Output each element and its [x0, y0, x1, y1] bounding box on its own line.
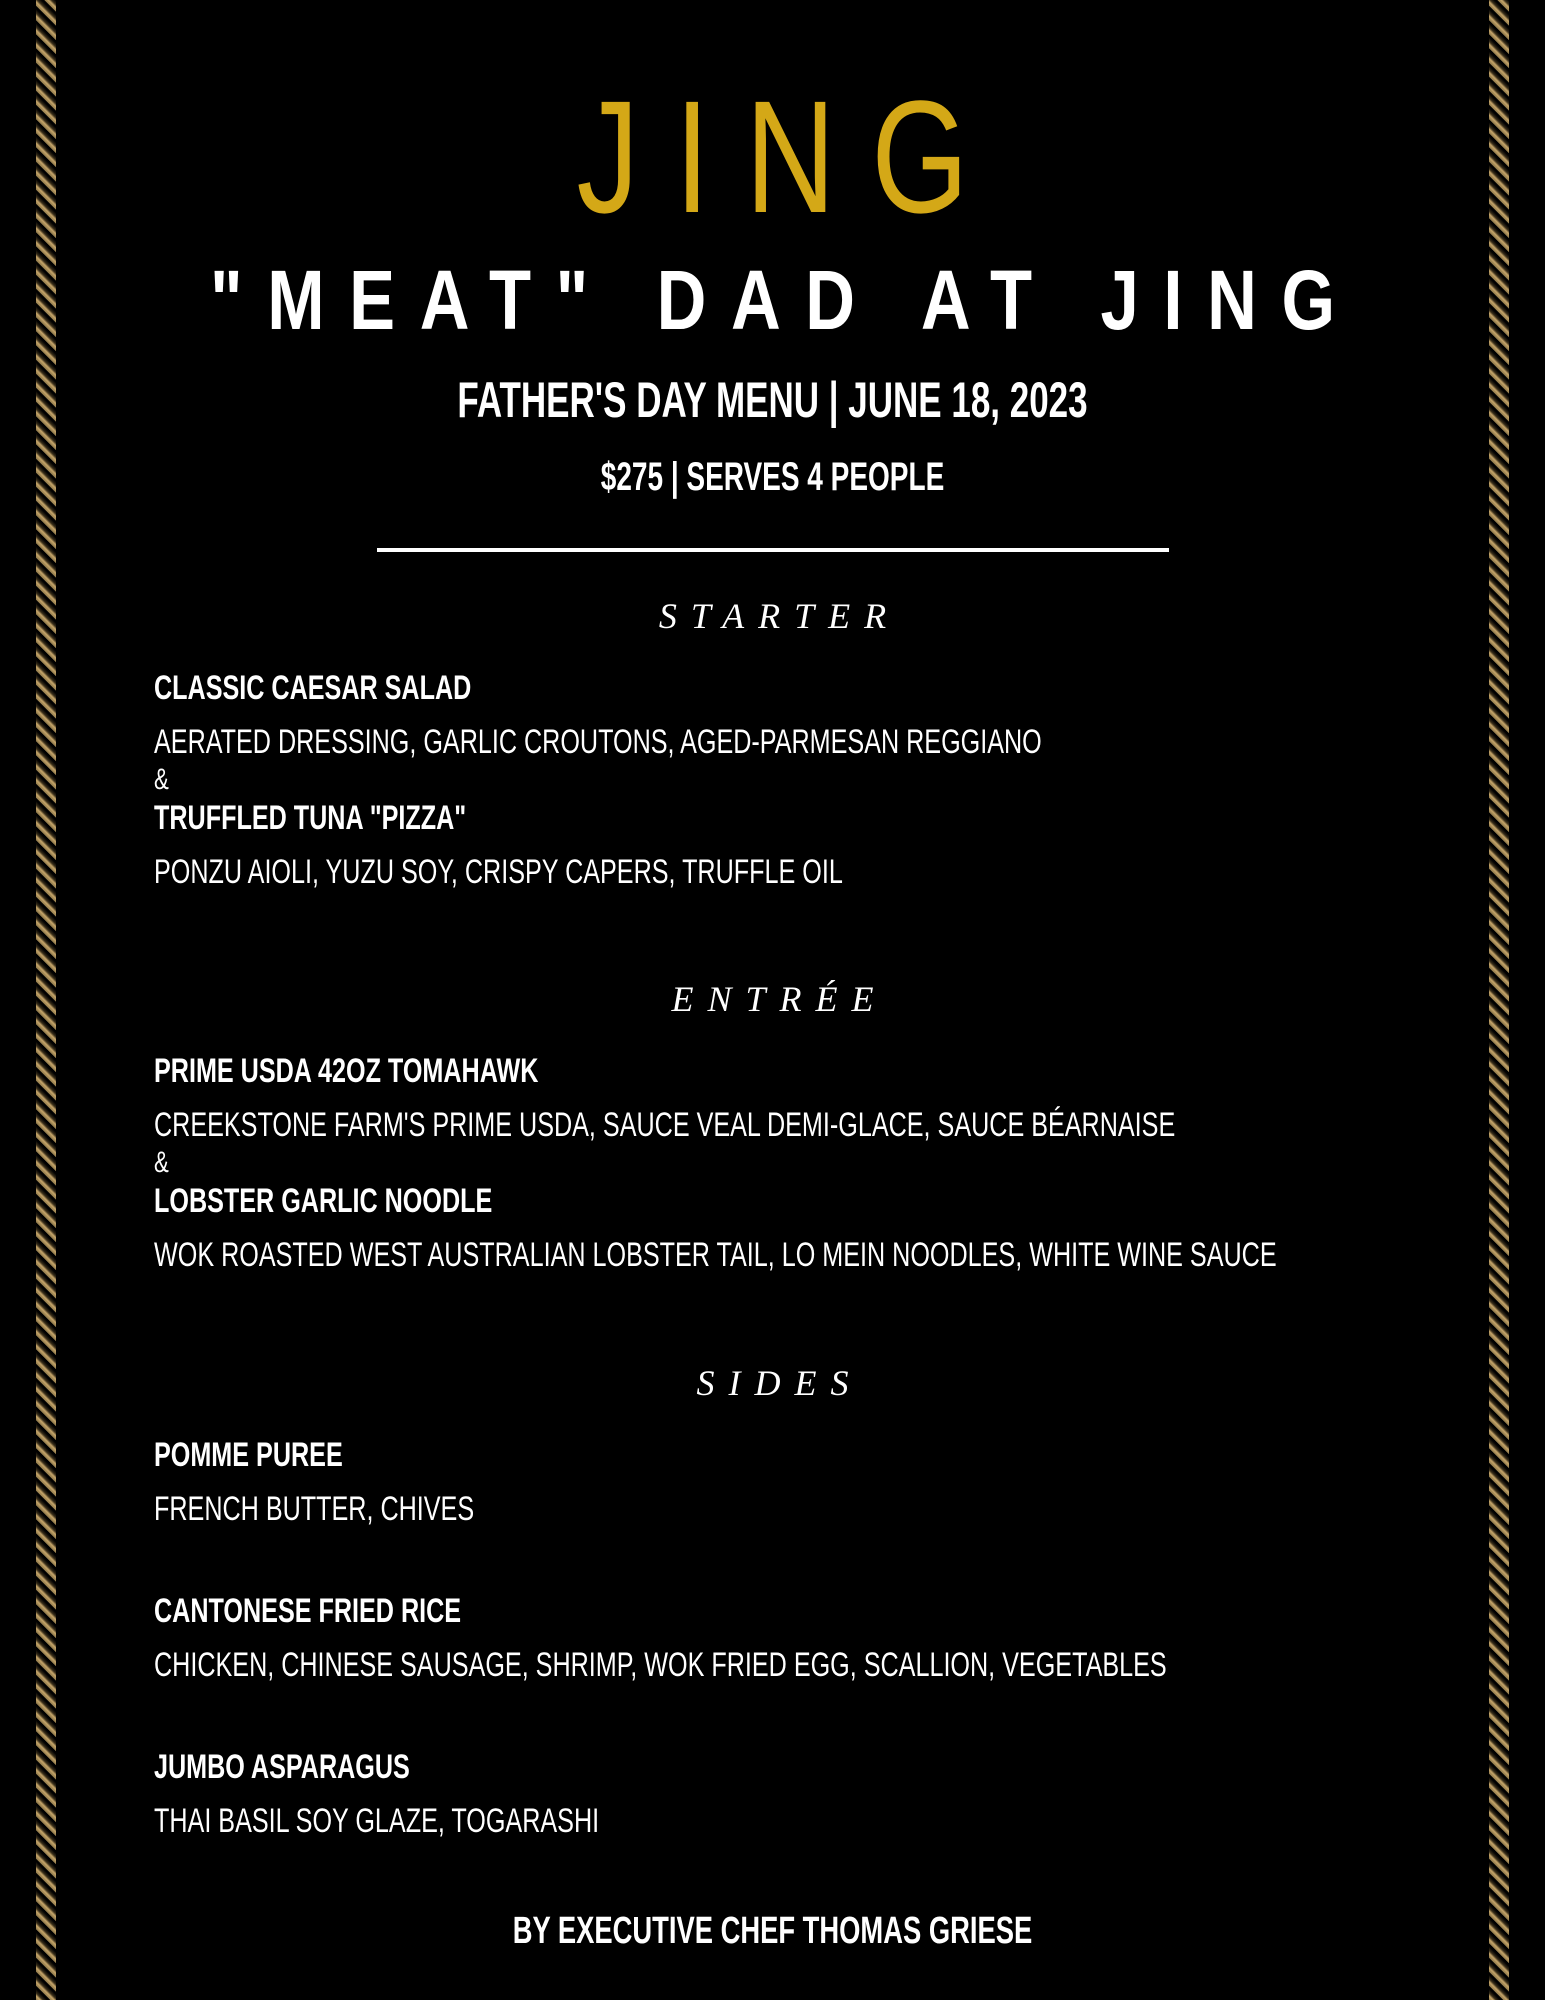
- item-spacer: [154, 1529, 1404, 1591]
- section-heading-sides: SIDES: [696, 1363, 863, 1403]
- entree-items: [154, 1051, 1404, 1275]
- price-line: $275 | SERVES 4 PEOPLE: [600, 455, 945, 499]
- menu-title: "MEAT" DAD AT JING: [209, 253, 1360, 347]
- section-heading-entree: ENTRÉE: [671, 979, 888, 1019]
- chef-signature-line: BY EXECUTIVE CHEF THOMAS GRIESE: [512, 1910, 1033, 1952]
- menu-item-name: CLASSIC CAESAR SALAD: [154, 669, 472, 707]
- section-heading-starter: STARTER: [658, 596, 901, 636]
- item-spacer: [154, 1685, 1404, 1747]
- header-divider: [377, 548, 1169, 552]
- menu-item-description: CREEKSTONE FARM'S PRIME USDA, SAUCE VEAL DEMI-GLACE, SAUCE BÉARNAISE: [154, 1106, 1176, 1144]
- brand-logo-text: JING: [576, 67, 1005, 246]
- menu-item-description: THAI BASIL SOY GLAZE, TOGARASHI: [154, 1802, 600, 1840]
- item-joiner: &: [154, 763, 169, 796]
- menu-item-name: LOBSTER GARLIC NOODLE: [154, 1182, 493, 1220]
- menu-item-description: AERATED DRESSING, GARLIC CROUTONS, AGED-PARMESAN REGGIANO: [154, 723, 1042, 761]
- menu-item-name: JUMBO ASPARAGUS: [154, 1748, 410, 1786]
- starter-items: [154, 668, 1404, 892]
- menu-item-description: CHICKEN, CHINESE SAUSAGE, SHRIMP, WOK FRIED EGG, SCALLION, VEGETABLES: [154, 1646, 1167, 1684]
- menu-item-name: CANTONESE FRIED RICE: [154, 1592, 462, 1630]
- menu-item-name: TRUFFLED TUNA "PIZZA": [154, 799, 467, 837]
- sides-items: [154, 1435, 1404, 1841]
- menu-subtitle: FATHER'S DAY MENU | JUNE 18, 2023: [457, 372, 1088, 428]
- item-joiner: &: [154, 1146, 169, 1179]
- menu-item-description: PONZU AIOLI, YUZU SOY, CRISPY CAPERS, TRUFFLE OIL: [154, 853, 843, 891]
- menu-item-name: POMME PUREE: [154, 1436, 343, 1474]
- menu-item-description: FRENCH BUTTER, CHIVES: [154, 1490, 475, 1528]
- menu-item-description: WOK ROASTED WEST AUSTRALIAN LOBSTER TAIL, LO MEIN NOODLES, WHITE WINE SAUCE: [154, 1236, 1277, 1274]
- menu-item-name: PRIME USDA 42OZ TOMAHAWK: [154, 1052, 539, 1090]
